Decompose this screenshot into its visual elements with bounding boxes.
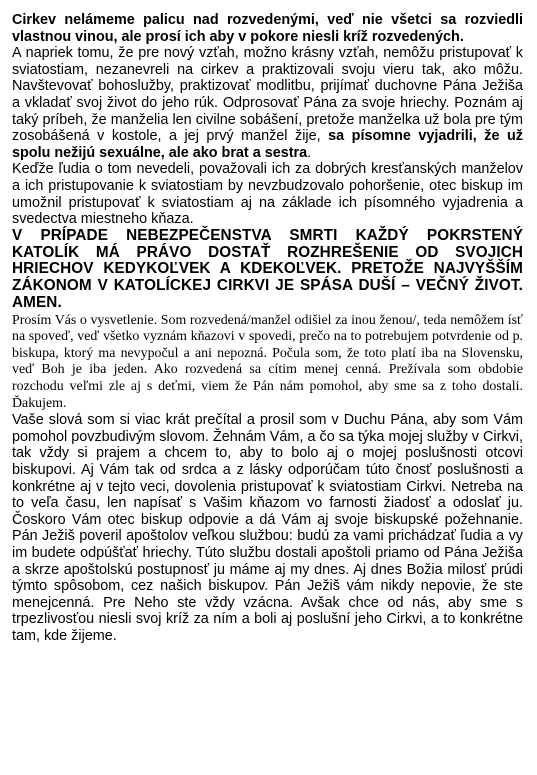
caps-statement: V PRÍPADE NEBEZPEČENSTVA SMRTI KAŽDÝ POKRSTENÝ KATOLÍK MÁ PRÁVO DOSTAŤ ROZHREŠENIE OD SVOJICH HRIECHOV KEDYKOĽVEK A KDEKOĽVEK. PRETOŽE NAJVYŠŠÍM ZÁKONOM V KATOLÍCKEJ CIRKVI JE SPÁSA DUŠÍ – VEČNÝ ŽIVOT. AMEN. <box>12 226 523 311</box>
bishop-answer: Vaše slová som si viac krát prečítal a prosil som v Duchu Pána, aby som Vám pomohol povzbudivým slovom. Žehnám Vám, a čo sa týka mojej služby v Cirkvi, tak vždy si prajem a chcem to, aby to bolo aj o mojej poslušnosti otcovi biskupovi. Aj Vám tak od srdca a z lásky odporúčam túto čnosť poslušnosti a konkrétne aj v tejto veci, dovolenia pristupovať k sviatostiam Cirkvi. Netreba na to veľa času, len napísať s Vašim kňazom vo farnosti žiadosť a odoslať ju. Čoskoro Vám otec biskup odpovie a dá Vám aj svoje biskupské požehnanie. Pán Ježiš poveril apoštolov veľkou službou: budú za vami prichádzať ľudia a vy im budete odpúšťať hriechy. Túto službu dostali apoštoli priamo od Pána Ježiša a skrze apoštolskú postupnosť ju máme aj my dnes. Aj dnes Božia milosť prúdi týmto spôsobom, cez našich biskupov. Pán Ježiš vám nikdy nepovie, že ste menejcenná. Pre Neho ste vždy vzácna. Avšak chce od nás, aby sme s trpezlivosťou niesli svoj kríž za ním a boli aj poslušní jeho Cirkvi, a to konkrétne tam, kde žijeme. <box>12 412 523 644</box>
intro-paragraph: Cirkev nelámeme palicu nad rozvedenými, veď nie všetci sa rozviedli vlastnou vinou, ale prosí ich aby v pokore niesli kríž rozvedených. <box>12 12 523 45</box>
people-note-paragraph: Keďže ľudia o tom nevedeli, považovali ich za dobrých kresťanských manželov a ich pristupovanie k sviatostiam by nevzbudzovalo pohoršenie, otec biskup im umožnil pristupovať k sviatostiam aj na základe ich písomného vyjadrenia a svedectva miestneho kňaza. <box>12 161 523 228</box>
story-paragraph <box>12 45 523 161</box>
reader-question: Prosím Vás o vysvetlenie. Som rozvedená/manžel odišiel za inou ženou/, teda nemôžem ísť na spoveď, veď všetko vyznám kňazovi v spovedi, prečo na to potrebujem potvrdenie od p. biskupa, ktorý ma nevypočul a ani nepozná. Počula som, že toto platí iba na Slovensku, veď Boh je iba jeden. Ako rozvedená sa cítim menej cenná. Prežívala som obdobie rozchodu veľmi zle aj s deťmi, viem že Pán nám pomohol, aby sme sa z toho dostali. Ďakujem. <box>12 312 523 411</box>
story-text: A napriek tomu, že pre nový vzťah, možno krásny vzťah, nemôžu pristupovať k sviatostiam, nezanevreli na cirkev a praktizovali svoju vieru tak, ako môžu. Navštevovať bohoslužby, praktizovať modlitbu, prijímať duchovne Pána Ježiša a vkladať svoj život do jeho rúk. Odprosovať Pána za svoje hriechy. Poznám aj taký príbeh, že manželia len civilne sobášení, pretože manželka už bola pre tým zosobášená v kostole, a jej prvý manžel žije, <box>12 45 523 145</box>
story-bold-text: sa písomne vyjadrili, že už spolu nežijú sexuálne, ale ako brat a sestra <box>12 128 523 161</box>
story-end: . <box>307 144 312 161</box>
